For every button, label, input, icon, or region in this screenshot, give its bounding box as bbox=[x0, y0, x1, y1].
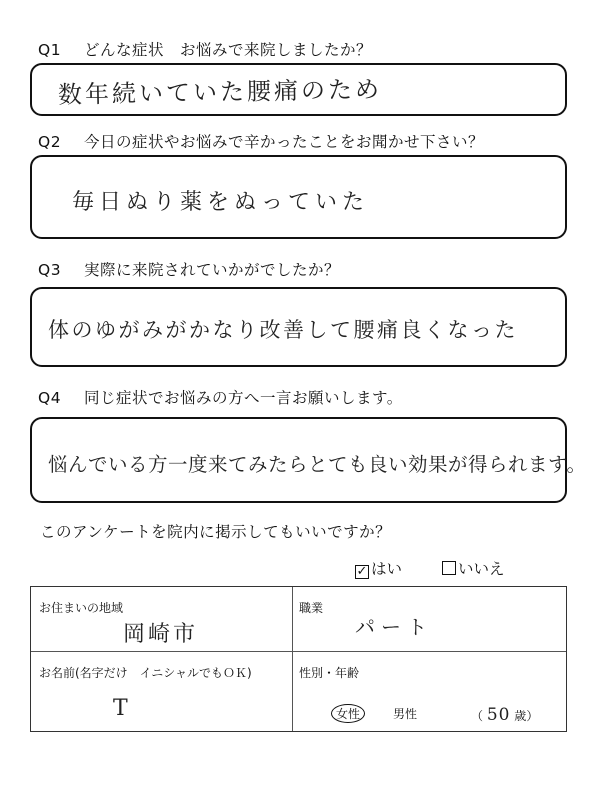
check-icon: ✓ bbox=[356, 564, 368, 579]
gender-age-cell bbox=[293, 652, 566, 731]
question-2 bbox=[38, 130, 484, 152]
consent-question: このアンケートを院内に掲示してもいいですか？ bbox=[40, 523, 392, 541]
name-cell bbox=[31, 652, 293, 731]
question-1 bbox=[38, 38, 372, 60]
area-label: お住まいの地域 bbox=[39, 601, 124, 615]
question-text: 実際に来院されていかがでしたか？ bbox=[84, 261, 341, 279]
question-text: どんな症状 お悩みで来院しましたか？ bbox=[84, 41, 373, 59]
answer-2-text: 毎日ぬり薬をぬっていた bbox=[72, 190, 370, 215]
answer-box-2 bbox=[30, 155, 567, 239]
question-number: Q4 bbox=[38, 389, 62, 407]
question-4 bbox=[38, 386, 403, 408]
consent-no-option[interactable] bbox=[442, 557, 505, 579]
consent-yes-option[interactable] bbox=[355, 557, 402, 579]
job-value: パート bbox=[355, 615, 433, 639]
gender-age-label: 性別・年齢 bbox=[299, 666, 360, 680]
job-label: 職業 bbox=[299, 601, 324, 615]
yes-checkbox[interactable] bbox=[355, 565, 369, 579]
answer-1-text: 数年続いていた腰痛のため bbox=[57, 75, 383, 109]
age-value: 50 bbox=[486, 705, 511, 725]
yes-label: はい bbox=[371, 560, 403, 578]
answer-3-text: 体のゆがみがかなり改善して腰痛良くなった bbox=[48, 318, 518, 342]
age-field: （ 50 歳） bbox=[471, 705, 539, 725]
name-label: お名前(名字だけ イニシャルでもＯＫ) bbox=[39, 666, 252, 680]
no-checkbox[interactable] bbox=[442, 561, 456, 575]
age-unit: 歳 bbox=[514, 709, 527, 723]
area-value: 岡崎市 bbox=[123, 622, 199, 647]
male-label: 男性 bbox=[393, 707, 418, 721]
info-grid bbox=[30, 586, 567, 732]
female-option[interactable] bbox=[331, 704, 365, 723]
question-3 bbox=[38, 258, 340, 280]
job-cell bbox=[293, 587, 566, 652]
no-label: いいえ bbox=[458, 560, 505, 578]
female-label: 女性 bbox=[331, 704, 365, 723]
question-text: 今日の症状やお悩みで辛かったことをお聞かせ下さい？ bbox=[84, 133, 485, 151]
question-number: Q3 bbox=[38, 261, 62, 279]
question-number: Q2 bbox=[38, 133, 62, 151]
question-number: Q1 bbox=[38, 41, 62, 59]
answer-box-3 bbox=[30, 287, 567, 367]
answer-box-1 bbox=[30, 63, 567, 116]
answer-4-text: 悩んでいる方一度来てみたらとても良い効果が得られます。 bbox=[48, 453, 587, 476]
question-text: 同じ症状でお悩みの方へ一言お願いします。 bbox=[84, 389, 403, 407]
name-value: T bbox=[113, 696, 131, 721]
answer-box-4 bbox=[30, 417, 587, 503]
area-cell bbox=[31, 587, 293, 652]
